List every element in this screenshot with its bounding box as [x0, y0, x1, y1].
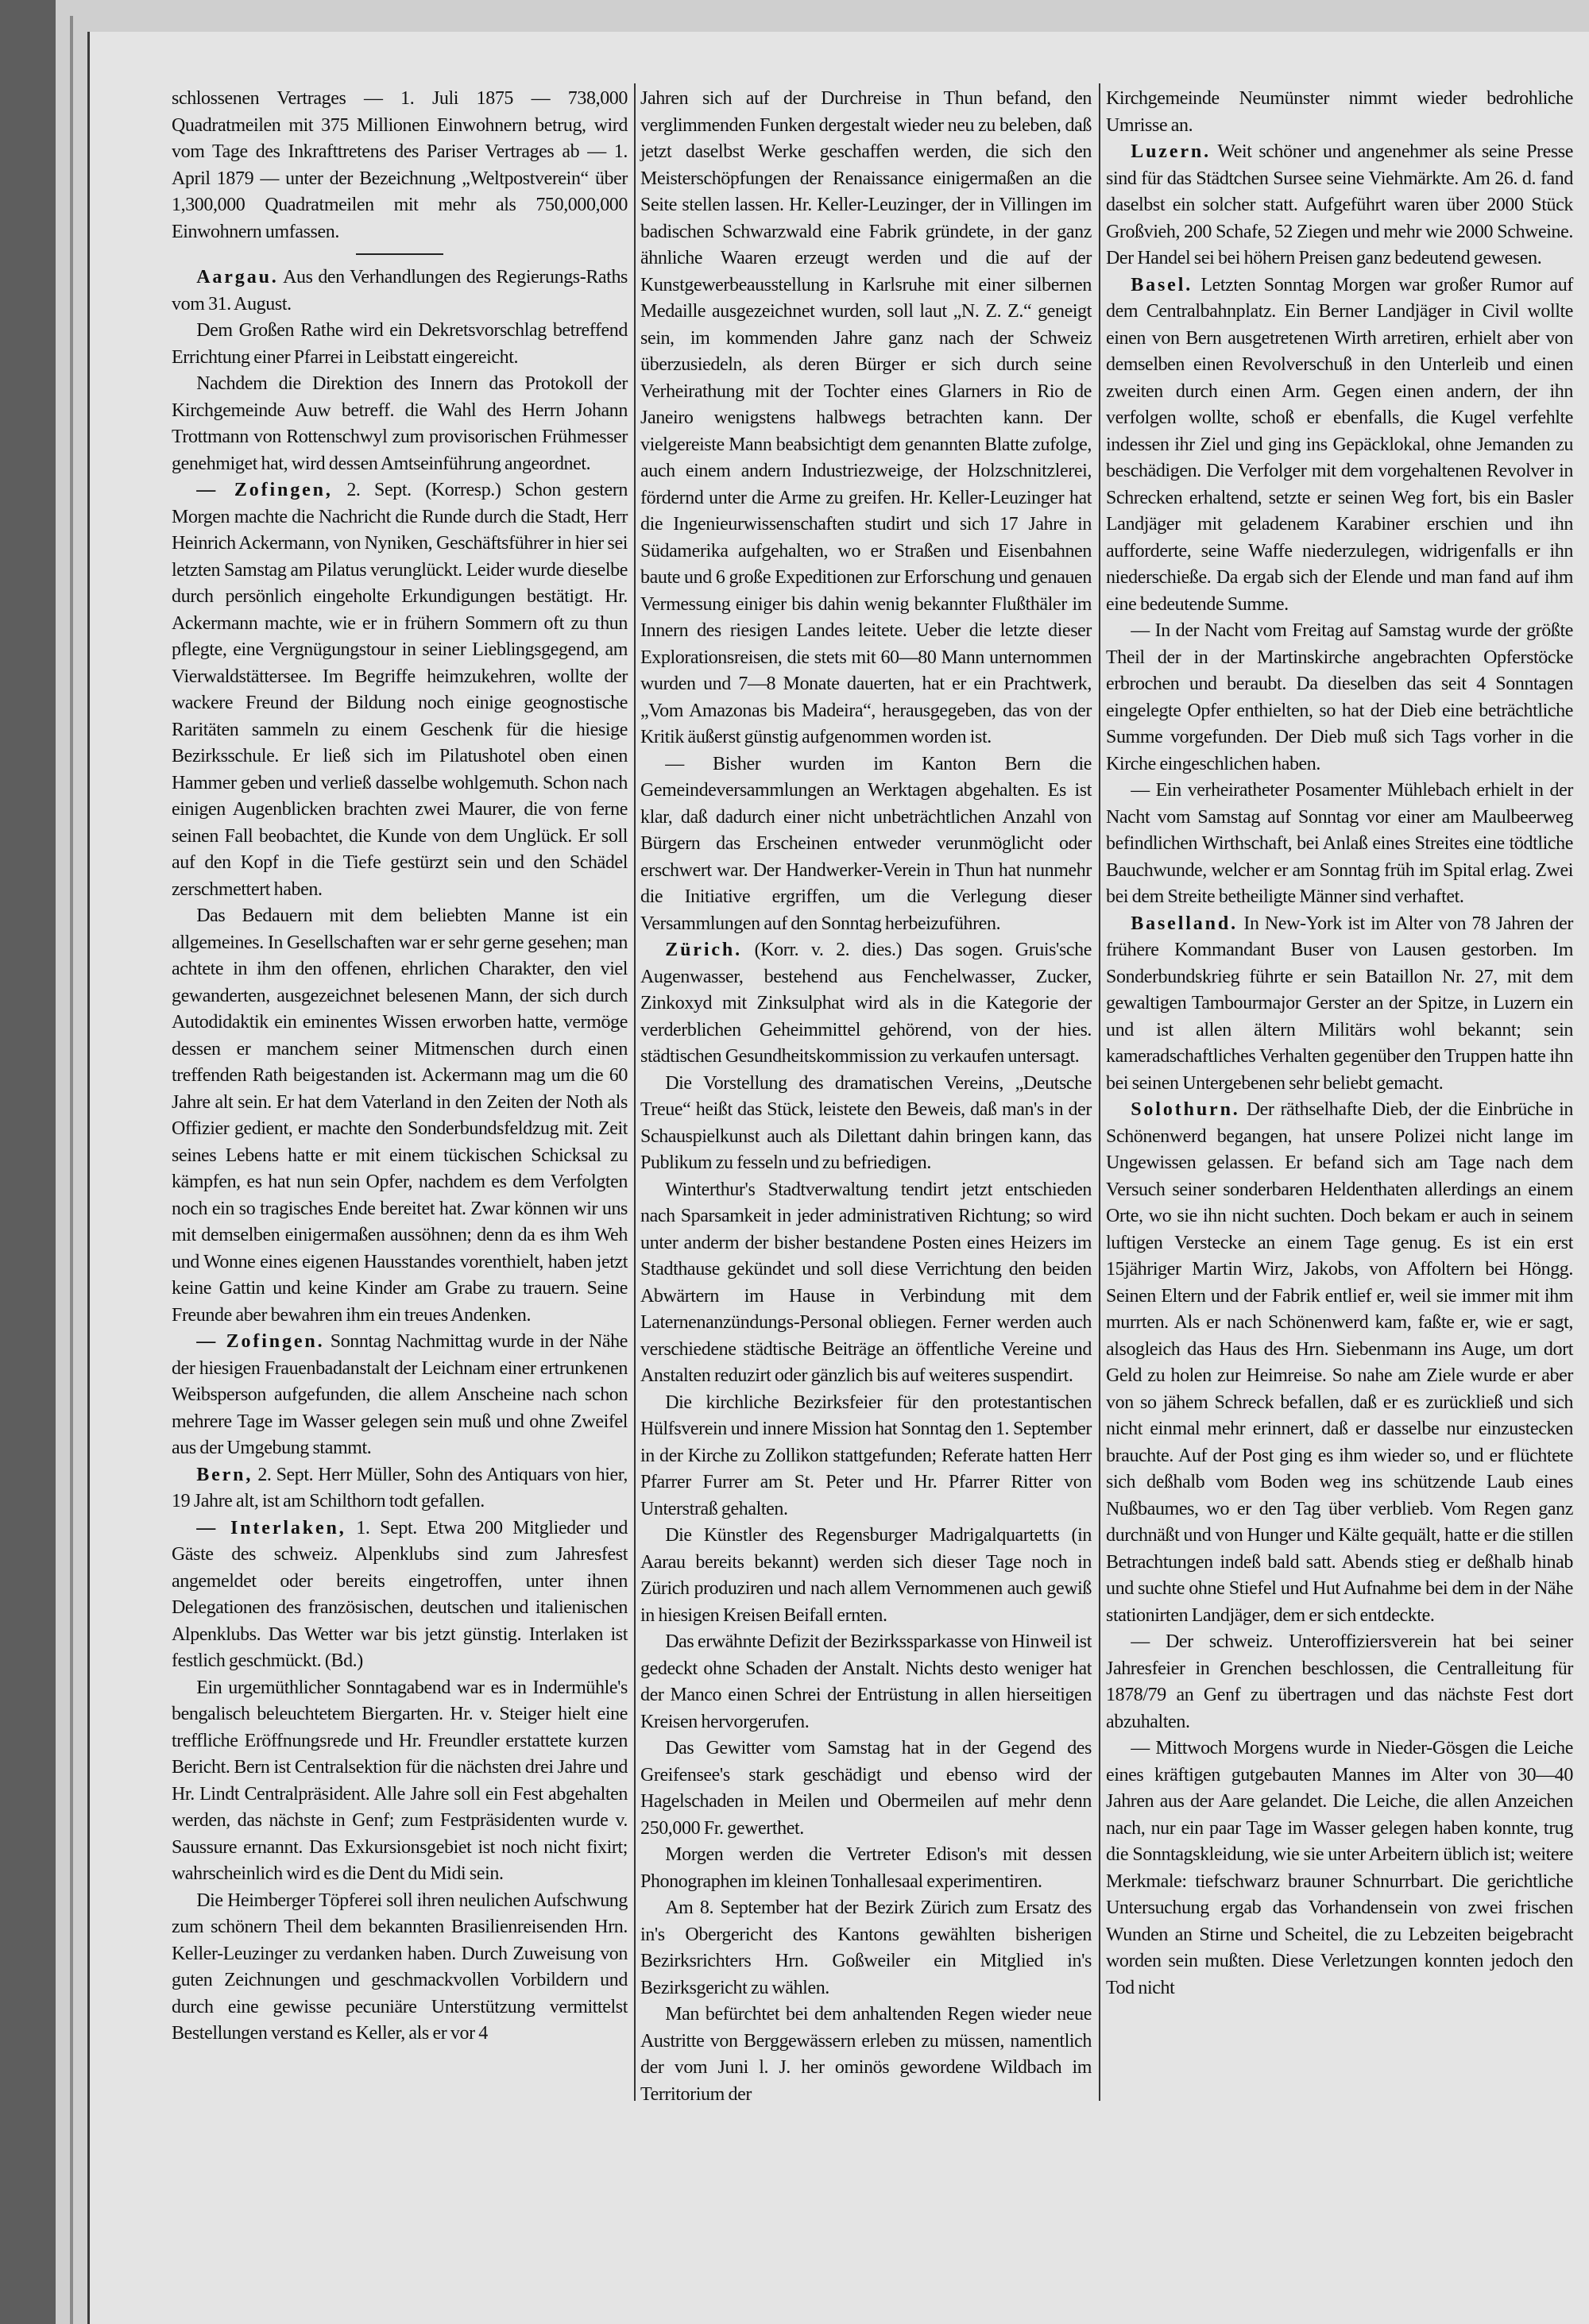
article-paragraph [172, 1462, 628, 1515]
column-divider [634, 83, 636, 2101]
article-text: 2. Sept. Herr Müller, Sohn des Antiquars von hier, 19 Jahre alt, ist am Schilthorn todt gefallen. [172, 1464, 628, 1511]
article-paragraph [1106, 911, 1573, 1098]
article-paragraph [640, 1177, 1092, 1390]
article-dateline: Baselland. [1131, 913, 1239, 934]
article-text: 1. Sept. Etwa 200 Mitglieder und Gäste des schweiz. Alpenklubs sind zum Jahresfest angemeldet oder bereits eingetroffen, unter ihnen Delegationen des französischen, deutschen und italienischen Alpenklubs. Das Wetter war bis jetzt günstig. Interlaken ist festlich geschmückt. (Bd.) [172, 1517, 628, 1671]
article-paragraph [172, 1675, 628, 1888]
article-dateline: Luzern. [1131, 141, 1212, 162]
article-paragraph [640, 1895, 1092, 2002]
article-paragraph [1106, 618, 1573, 778]
article-paragraph [172, 1515, 628, 1675]
article-dateline: Solothurn. [1131, 1099, 1240, 1120]
article-text: Letzten Sonntag Morgen war großer Rumor auf dem Centralbahnplatz. Ein Berner Landjäger in Civil wollte einen von Bern ausgetretenen Wirth arretiren, erhielt aber von demselben einen Revolverschuß in den Unterleib und einen zweiten durch einen Arm. Gegen einen andern, der ihn verfolgen wollte, schoß er ebenfalls, die Kugel verfehlte indessen ihr Ziel und ging ins Gepäcklokal, ohne Jemanden zu beschädigen. Die Verfolger mit dem vorgehaltenen Revolver in Schrecken erhaltend, setzte er seinen Weg fort, bis ein Basler Landjäger mit geladenem Karabiner erschien und ihn aufforderte, seine Waffe niederzulegen, widrigenfalls er ihn niederschieße. Da ergab sich der Elende und man fand auf ihm eine bedeutende Summe. [1106, 274, 1573, 615]
article-paragraph [1106, 1629, 1573, 1735]
article-paragraph [172, 264, 628, 318]
article-paragraph [640, 937, 1092, 1071]
article-text: Ein urgemüthlicher Sonntagabend war es in Indermühle's bengalisch beleuchtetem Biergarten. Hr. v. Steiger hielt eine treffliche Eröffnungsrede und Hr. Freundler erstattete kurzen Bericht. Bern ist Centralsektion für die nächsten drei Jahre und Hr. Lindt Centralpräsident. Alle Jahre soll ein Fest abgehalten werden, das nächste in Genf; zum Festpräsidenten wurde v. Saussure ernannt. Das Exkursionsgebiet ist noch nicht fixirt; wahrscheinlich wird es die Dent du Midi sein. [172, 1677, 628, 1884]
article-text: Nachdem die Direktion des Innern das Protokoll der Kirchgemeinde Auw betreff. die Wahl des Herrn Johann Trottmann von Rottenschwyl zum provisorischen Frühmesser genehmiget hat, wird dessen Amtseinführung angeordnet. [172, 373, 628, 474]
article-paragraph [172, 318, 628, 371]
article-text: schlossenen Vertrages — 1. Juli 1875 — 738,000 Quadratmeilen mit 375 Millionen Einwohnern betrug, wird vom Tage des Inkrafttretens des Pariser Vertrages ab — 1. April 1879 — unter der Bezeichnung „Weltpostverein“ über 1,300,000 Quadratmeilen mit mehr als 750,000,000 Einwohnern umfassen. [172, 88, 628, 242]
article-text: Die kirchliche Bezirksfeier für den protestantischen Hülfsverein und innere Mission hat Sonntag den 1. September in der Kirche zu Zollikon stattgefunden; Referate hatten Herr Pfarrer Furrer am St. Peter und Hr. Pfarrer Ritter von Unterstraß gehalten. [640, 1392, 1092, 1519]
article-text: Die Vorstellung des dramatischen Vereins, „Deutsche Treue“ heißt das Stück, leistete den Beweis, daß man's in der Schauspielkunst auch als Dilettant dahin bringen kann, das Publikum zu fesseln und zu befriedigen. [640, 1072, 1092, 1173]
article-text: Das Gewitter vom Samstag hat in der Gegend des Greifensee's stark geschädigt und ebenso wird der Hagelschaden in Meilen und Obermeilen auf mehr denn 250,000 Fr. gewerthet. [640, 1738, 1092, 1839]
article-text: 2. Sept. (Korresp.) Schon gestern Morgen machte die Nachricht die Runde durch die Stadt, Herr Heinrich Ackermann, von Nyniken, Geschäftsführer in hier sei letzten Samstag am Pilatus verunglückt. Leider wurde dieselbe durch persönlich eingeholte Erkundigungen bestätigt. Hr. Ackermann machte, wie er in frühern Sommern oft zu thun pflegte, eine Vergnügungstour in seiner Lieblingsgegend, am Vierwaldstättersee. Im Begriffe heimzukehren, wollte der wackere Freund der Bildung noch einige geognostische Raritäten sammeln zu einem Geschenk für die hiesige Bezirksschule. Er ließ sich im Pilatushotel oben einen Hammer geben und verließ dasselbe wohlgemuth. Schon nach einigen Augenblicken brachten zwei Maurer, die von ferne seinen Fall beobachtet, die Kunde von dem Unglück. Er soll auf den Kopf in die Tiefe gestürzt sein und den Schädel zerschmettert haben. [172, 480, 628, 900]
article-text: Sonntag Nachmittag wurde in der Nähe der hiesigen Frauenbadanstalt der Leichnam einer ertrunkenen Weibsperson aufgefunden, die allem Anscheine nach schon mehrere Tage im Wasser gelegen sein muß und ohne Zweifel aus der Umgebung stammt. [172, 1331, 628, 1458]
article-dateline: — Interlaken, [196, 1517, 346, 1538]
article-text: Das erwähnte Defizit der Bezirkssparkasse von Hinweil ist gedeckt ohne Schaden der Anstalt. Nichts desto weniger hat der Manco einen Schrei der Entrüstung in allen hierseitigen Kreisen hervorgerufen. [640, 1631, 1092, 1732]
article-text: Winterthur's Stadtverwaltung tendirt jetzt entschieden nach Sparsamkeit in jeder administrativen Richtung; so wird unter anderm der bisher bestandene Posten eines Heizers im Stadthause gekündet und soll diese Verrichtung den beiden Abwärtern im Hause in Verbindung mit dem Laternenanzündungs-Personal obliegen. Ferner werden auch verschiedene städtische Beiträge an öffentliche Vereine und Anstalten reduzirt oder gänzlich bis auf weiteres suspendirt. [640, 1179, 1092, 1386]
article-dateline: Bern, [196, 1464, 253, 1485]
article-text: In New-York ist im Alter von 78 Jahren der frühere Kommandant Buser von Lausen gestorben. Im Sonderbundskrieg führte er sein Bataillon Nr. 27, mit dem gewaltigen Tambourmajor Gerster an der Spitze, in Luzern ein und ist allen ältern Militärs wohl bekannt; sein kameradschaftliches Verhalten gegenüber den Truppen hatte ihn bei seinen Untergebenen sehr beliebt gemacht. [1106, 913, 1573, 1094]
article-text: — Der schweiz. Unteroffiziersverein hat bei seiner Jahresfeier in Grenchen beschlossen, die Centralleitung für 1878/79 an Genf zu übertragen und das nächste Fest dort abzuhalten. [1106, 1631, 1573, 1732]
article-paragraph [1106, 272, 1573, 619]
article-paragraph [172, 371, 628, 477]
article-text: Kirchgemeinde Neumünster nimmt wieder bedrohliche Umrisse an. [1106, 88, 1573, 136]
article-paragraph [1106, 1735, 1573, 2002]
article-text: Die Heimberger Töpferei soll ihren neulichen Aufschwung zum schönern Theil dem bekannten Brasilienreisenden Hrn. Keller-Leuzinger zu verdanken haben. Durch Zuweisung von guten Zeichnungen und geschmackvollen Vorbildern und durch eine gewisse pecuniäre Unterstützung vermittelst Bestellungen verstand es Keller, als er vor 4 [172, 1890, 628, 2044]
article-text: Morgen werden die Vertreter Edison's mit dessen Phonographen im kleinen Tonhallesaal experimentiren. [640, 1844, 1092, 1892]
article-paragraph [1106, 139, 1573, 272]
article-text: — Mittwoch Morgens wurde in Nieder-Gösgen die Leiche eines kräftigen gutgebauten Mannes im Alter von 30—40 Jahren aus der Aare gelandet. Die Leiche, die allen Anzeichen nach, nur ein paar Tage im Wasser gelegen haben konnte, trug die Sonntagskleidung, wie sie unter Arbeitern üblich ist; weitere Merkmale: tiefschwarz brauner Schnurrbart. Die gerichtliche Untersuchung ergab das Vorhandensein von zwei frischen Wunden an Stirne und Scheitel, die zu Lebzeiten beigebracht worden sein mußten. Diese Verletzungen konnten jedoch den Tod nicht [1106, 1738, 1573, 1998]
article-paragraph [1106, 1097, 1573, 1629]
article-paragraph [172, 86, 628, 245]
article-paragraph [172, 903, 628, 1329]
article-paragraph [172, 1888, 628, 2048]
section-separator [356, 253, 443, 255]
article-text: (Korr. v. 2. dies.) Das sogen. Gruis'sche Augenwasser, bestehend aus Fenchelwasser, Zucker, Zinkoxyd mit Zinksulphat wird als in die Kategorie der verderblichen Geheimmittel gehörend, von der hies. städtischen Gesundheitskommission zu verkaufen untersagt. [640, 940, 1092, 1067]
article-paragraph [640, 2002, 1092, 2108]
column-divider [1099, 83, 1100, 2101]
article-paragraph [640, 1071, 1092, 1177]
article-dateline: Aargau. [196, 267, 279, 288]
article-text: Man befürchtet bei dem anhaltenden Regen wieder neue Austritte von Berggewässern erleben zu müssen, namentlich der vom Juni l. J. her ominös gewordene Wildbach im Territorium der [640, 2004, 1092, 2105]
article-paragraph [640, 1523, 1092, 1629]
article-paragraph [640, 1629, 1092, 1735]
article-dateline: Zürich. [665, 940, 743, 960]
article-paragraph [640, 1842, 1092, 1895]
article-text: — Ein verheiratheter Posamenter Mühlebach erhielt in der Nacht vom Samstag auf Sonntag vor einer am Maulbeerweg befindlichen Wirthschaft, bei Anlaß eines Streites eine tödtliche Bauchwunde, welcher er am Sonntag früh im Spital erlag. Zwei bei dem Streite betheiligte Männer sind verhaftet. [1106, 780, 1573, 907]
article-paragraph [640, 86, 1092, 751]
article-text: Jahren sich auf der Durchreise in Thun befand, den verglimmenden Funken dergestalt wieder neu zu beleben, daß jetzt daselbst Werke geschaffen werden, die sich den Meisterschöpfungen der Renaissance einigermaßen an die Seite stellen lassen. Hr. Keller-Leuzinger, der in Villingen im badischen Schwarzwald eine Fabrik gründete, in der ganz ähnliche Waaren erzeugt werden und die auf der Kunstgewerbeausstellung in Karlsruhe mit einer silbernen Medaille ausgezeichnet wurden, soll laut „N. Z. Z.“ geneigt sein, im kommenden Jahre ganz nach der Schweiz überzusiedeln, als deren Bürger er sich durch seine Verheirathung mit der Tochter eines Glarners in Rio de Janeiro wenigstens halbwegs betrachten kann. Der vielgereiste Mann beabsichtigt dem genannten Blatte zufolge, auch einem andern Industriezweige, der Holzschnitzlerei, fördernd unter die Arme zu greifen. Hr. Keller-Leuzinger hat die Ingenieurwissenschaften studirt und sich 17 Jahre in Südamerika aufgehalten, wo er Straßen und Eisenbahnen baute und 6 große Expeditionen zur Erforschung und genauen Vermessung einiger bis dahin wenig bekannter Flußthäler im Innern des riesigen Landes leitete. Ueber die letzte dieser Explorationsreisen, die stets mit 60—80 Mann unternommen wurden und 7—8 Monate dauerten, hat er ein Prachtwerk, „Vom Amazonas bis Madeira“, herausgegeben, das von der Kritik äußerst günstig aufgenommen worden ist. [640, 88, 1092, 747]
column-3 [1106, 86, 1573, 2002]
page-edge [70, 16, 73, 2324]
article-paragraph [172, 1329, 628, 1462]
article-text: Aus den Verhandlungen des Regierungs-Raths vom 31. August. [172, 267, 628, 315]
article-text: Das Bedauern mit dem beliebten Manne ist ein allgemeines. In Gesellschaften war er sehr gerne gesehen; man achtete in ihm den offenen, ehrlichen Charakter, den viel gewanderten, ausgezeichnet belesenen Mann, der sich durch Autodidaktik ein eminentes Wissen erworben hatte, vermöge dessen er manchem seiner Mitmenschen durch einen treffenden Rath beigestanden ist. Ackermann mag um die 60 Jahre alt sein. Er hat dem Vaterland in den Zeiten der Noth als Offizier gedient, er machte den Sonderbundsfeldzug mit. Zeit seines Lebens hatte er mit einem tückischen Schicksal zu kämpfen, es hat nun sein Opfer, nachdem es dem Verfolgten noch ein so tragisches Ende bereitet hat. Zwar können wir uns mit demselben einigermaßen aussöhnen; denn da es ihm Weh und Wonne eines eigenen Hausstandes vorenthielt, haben jetzt keine Gattin und keine Kinder am Grabe zu trauern. Seine Freunde aber bewahren ihm ein treues Andenken. [172, 905, 628, 1326]
article-text: Dem Großen Rathe wird ein Dekretsvorschlag betreffend Errichtung einer Pfarrei in Leibstatt eingereicht. [172, 320, 628, 368]
article-paragraph [640, 1390, 1092, 1523]
column-1 [172, 86, 628, 2048]
article-paragraph [1106, 86, 1573, 139]
article-text: Die Künstler des Regensburger Madrigalquartetts (in Aarau bereits bekannt) werden sich dieser Tage noch in Zürich produziren und nach allem Vernommenen auch gewiß in hiesigen Kreisen Beifall ernten. [640, 1525, 1092, 1626]
article-dateline: Basel. [1131, 274, 1193, 295]
article-paragraph [172, 477, 628, 903]
article-text: Weit schöner und angenehmer als seine Presse sind für das Städtchen Sursee seine Viehmärkte. Am 26. d. fand daselbst ein solcher statt. Aufgeführt waren über 2000 Stück Großvieh, 200 Schafe, 52 Ziegen und mehr wie 2000 Schweine. Der Handel sei bei höhern Preisen ganz bedeutend gewesen. [1106, 141, 1574, 268]
article-dateline: — Zofingen. [196, 1331, 325, 1352]
article-paragraph [640, 1735, 1092, 1842]
column-2 [640, 86, 1092, 2108]
article-dateline: — Zofingen, [196, 480, 333, 500]
article-text: Der räthselhafte Dieb, der die Einbrüche in Schönenwerd begangen, hat unsere Polizei nicht lange im Ungewissen gelassen. Er befand sich am Tage nach dem Versuch seiner sonderbaren Heldenthaten allerdings an einem Orte, wo sie ihn nicht suchten. Doch bekam er auch in seinem luftigen Verstecke an einem Tage genug. Es ist ein erst 15jähriger Martin Wirz, Jakobs, von Affoltern bei Höngg. Seinen Eltern und der Fabrik entlief er, weil sie immer mit ihm murrten. Als er nach Schönenwerd kam, faßte er, wie er sagt, alsogleich das Haus des Hrn. Siebenmann ins Auge, um dort Geld zu holen zur Heimreise. So nahe am Ziele wurde er aber von so jähem Schreck befallen, daß er es zurückließ und sich nicht einmal mehr erinnert, daß er dasselbe nur einzustecken brauchte. Auf der Post ging es ihm wieder so, und er flüchtete sich deßhalb vom Boden weg ins schützende Laub eines Nußbaumes, wo er den Tag über verblieb. Vom Regen ganz durchnäßt und von Hunger und Kälte gequält, hatte er die stillen Betrachtungen indeß bald satt. Abends stieg er deßhalb hinab und suchte ohne Stiefel und Hut Aufnahme bei dem in der Nähe stationirten Landjäger, dem er sich entdeckte. [1106, 1099, 1573, 1626]
article-paragraph [1106, 778, 1573, 911]
article-text: — In der Nacht vom Freitag auf Samstag wurde der größte Theil der in der Martinskirche angebrachten Opferstöcke erbrochen und beraubt. Da dieselben das seit 4 Sonntagen eingelegte Opfer enthielten, so hat der Dieb eine beträchtliche Summe vorgefunden. Der Dieb muß sich Tags vorher in die Kirche eingeschlichen haben. [1106, 620, 1573, 774]
article-paragraph [640, 751, 1092, 938]
article-text: Am 8. September hat der Bezirk Zürich zum Ersatz des in's Obergericht des Kantons gewählten bisherigen Bezirksrichters Hrn. Goßweiler ein Mitglied in's Bezirksgericht zu wählen. [640, 1897, 1092, 1998]
article-text: — Bisher wurden im Kanton Bern die Gemeindeversammlungen an Werktagen abgehalten. Es ist klar, daß dadurch einer nicht unbeträchtlichen Anzahl von Bürgern das Erscheinen entweder verunmöglicht oder erschwert war. Der Handwerker-Verein in Thun hat nunmehr die Initiative ergriffen, um die Verlegung dieser Versammlungen auf den Sonntag herbeizuführen. [640, 753, 1092, 934]
